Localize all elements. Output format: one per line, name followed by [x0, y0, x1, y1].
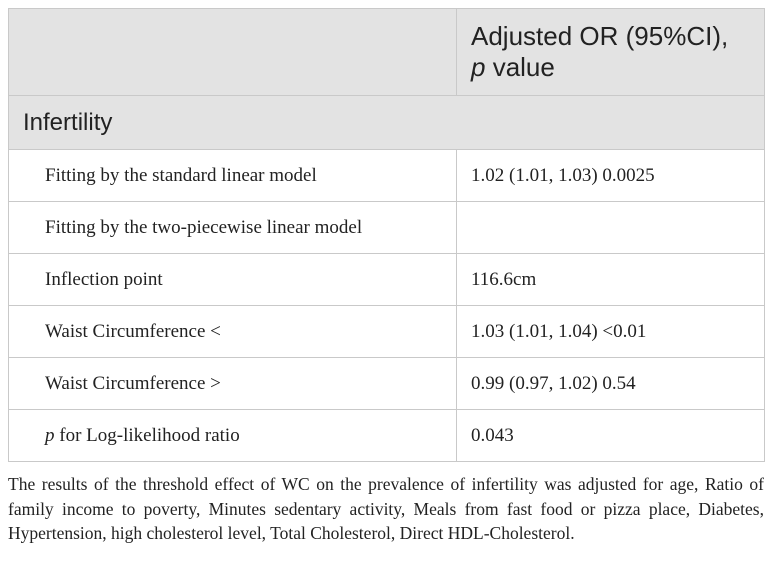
row-value: 0.99 (0.97, 1.02) 0.54 [457, 358, 765, 410]
table-row [9, 410, 765, 462]
results-table-container [8, 8, 764, 462]
row-value: 1.03 (1.01, 1.04) <0.01 [457, 306, 765, 358]
row-value: 116.6cm [457, 254, 765, 306]
header-value-text: value [485, 52, 555, 82]
table-row [9, 306, 765, 358]
row-value: 0.043 [457, 410, 765, 462]
table-footnote: The results of the threshold effect of WC on the prevalence of infertility was adjusted for age, Ratio of family income to poverty, Minutes sedentary activity, Meals from fast food or pizza place, Diabetes, Hypertension, high cholesterol level, Total Cholesterol, Direct HDL-Cholesterol. [8, 474, 764, 543]
row-label [9, 254, 457, 306]
row-label-text: Waist Circumference < [45, 320, 221, 342]
section-row-infertility [9, 96, 765, 150]
header-p-italic: p [471, 52, 486, 82]
table-row [9, 358, 765, 410]
row-label-italic: p [45, 424, 55, 446]
header-line-2 [471, 52, 764, 83]
row-label [9, 358, 457, 410]
threshold-effect-table [8, 8, 765, 462]
header-cell-empty [9, 9, 457, 96]
row-label-text: for Log-likelihood ratio [54, 424, 240, 446]
table-row [9, 202, 765, 254]
row-value [457, 202, 765, 254]
header-cell-adjusted-or [457, 9, 765, 96]
row-value: 1.02 (1.01, 1.03) 0.0025 [457, 150, 765, 202]
section-title: Infertility [9, 96, 765, 150]
row-label [9, 202, 457, 254]
row-label-text: Waist Circumference > [45, 372, 221, 394]
row-label-text: Inflection point [45, 268, 163, 290]
header-line-1: Adjusted OR (95%CI), [471, 21, 729, 51]
row-label [9, 306, 457, 358]
row-label-text: Fitting by the standard linear model [45, 164, 317, 186]
table-row [9, 254, 765, 306]
row-label [9, 410, 457, 462]
row-label [9, 150, 457, 202]
table-header-row [9, 9, 765, 96]
row-label-text: Fitting by the two-piecewise linear model [45, 216, 363, 238]
table-row [9, 150, 765, 202]
